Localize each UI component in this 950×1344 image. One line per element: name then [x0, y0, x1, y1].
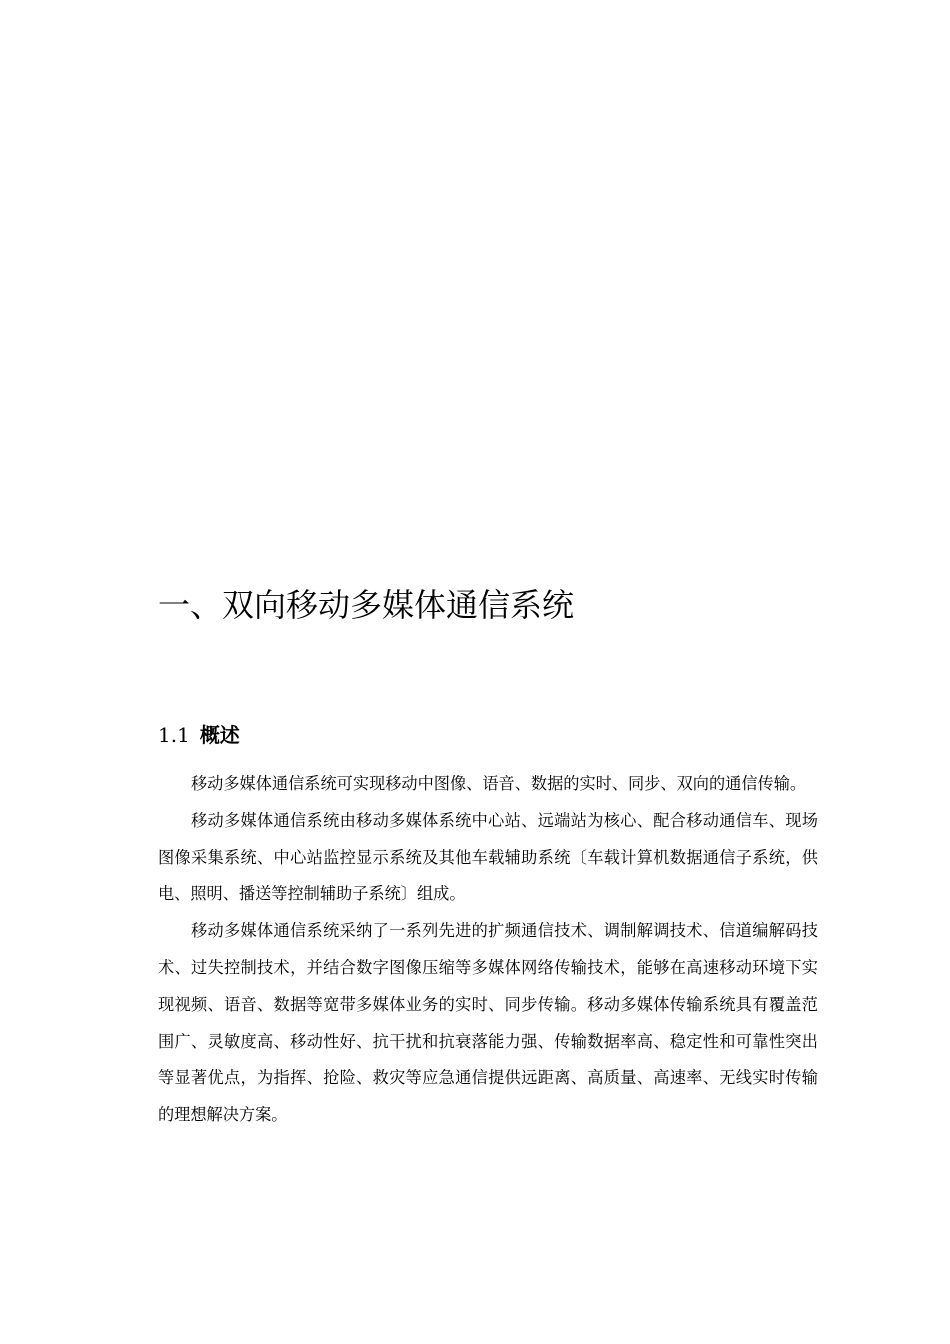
section-title: 概述 — [199, 723, 240, 747]
paragraph-intro: 移动多媒体通信系统可实现移动中图像、语音、数据的实时、同步、双向的通信传输。 — [191, 774, 807, 793]
chapter-title: 一、双向移动多媒体通信系统 — [158, 586, 575, 624]
body-text — [158, 766, 818, 1134]
section-heading — [158, 718, 240, 752]
paragraph-technology: 移动多媒体通信系统采纳了一系列先进的扩频通信技术、调制解调技术、信道编解码技术、过失控制技术，并结合数字图像压缩等多媒体网络传输技术，能够在高速移动环境下实现视频、语音、数据等宽带多媒体业务的实时、同步传输。移动多媒体传输系统具有覆盖范围广、灵敏度高、移动性好、抗干扰和抗衰落能力强、传输数据率高、稳定性和可靠性突出等显著优点，为指挥、抢险、救灾等应急通信提供远距离、高质量、高速率、无线实时传输的理想解决方案。 — [158, 921, 818, 1125]
section-number: 1.1 — [158, 723, 190, 747]
paragraph-composition: 移动多媒体通信系统由移动多媒体系统中心站、远端站为核心、配合移动通信车、现场图像采集系统、中心站监控显示系统及其他车载辅助系统〔车载计算机数据通信子系统，供电、照明、播送等控制辅助子系统〕组成。 — [158, 810, 818, 904]
